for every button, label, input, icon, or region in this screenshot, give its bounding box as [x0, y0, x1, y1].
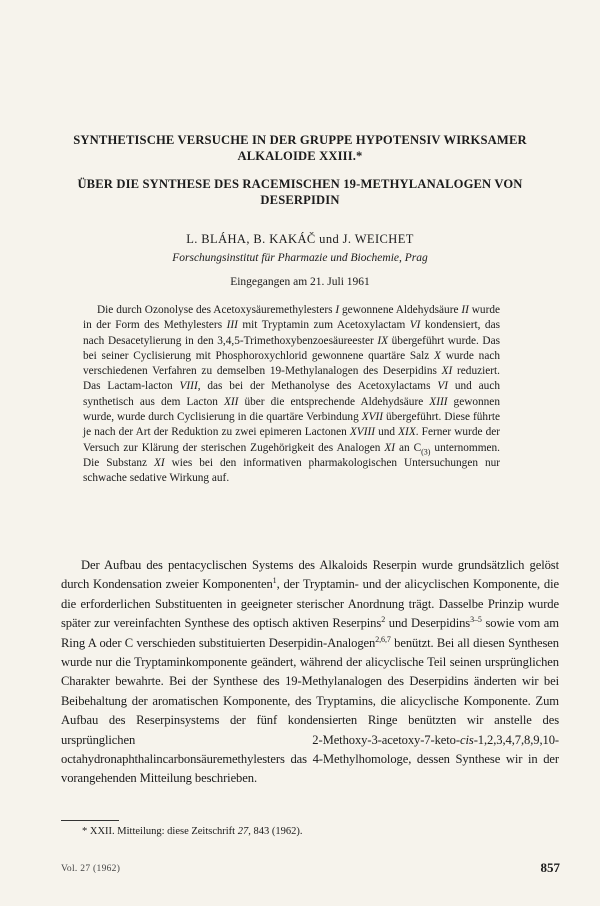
footnote: * XXII. Mitteilung: diese Zeitschrift 27, 843 (1962). — [82, 826, 303, 837]
footnote-divider — [61, 820, 119, 821]
institute: Forschungsinstitut für Pharmazie und Biochemie, Prag — [172, 252, 428, 264]
abstract — [83, 303, 500, 487]
article-subtitle: ÜBER DIE SYNTHESE DES RACEMISCHEN 19-METHYLANALOGEN VON DESERPIDIN — [77, 177, 523, 207]
article-title: SYNTHETISCHE VERSUCHE IN DER GRUPPE HYPOTENSIV WIRKSAMER ALKALOIDE XXIII.* — [73, 133, 527, 163]
body-paragraph: Der Aufbau des pentacyclischen Systems des Alkaloids Reserpin wurde grundsätzlich gelöst durch Kondensation zweier Komponenten$^1$, der Tryptamin- und der alicyclischen Komponente, die die erforderlichen Substituenten in geeigneter sterischer Anordnung trägt. Dasselbe Prinzip wurde später zur vereinfachten Synthese des optisch aktiven Reserpins$^2$ und Deserpidins$^{3-5}$ sowie vom am Ring A oder C verschieden substituierten Deserpidin-Analogen$^{2,6,7}$ benützt. Bei all diesen Synthesen wurde nur die Tryptaminkomponente geändert, während der alicyclische Teil seinen ursprünglichen Charakter bewahrte. Bei der Synthese des 19-Methylanalogen des Deserpidins änderten wir bei Beibehaltung der aromatischen Komponente, des Tryptamins, die alicyclische Komponente. Zum Aufbau des Reserpinsystems der fünf kondensierten Ringe benützten wir anstelle des ursprünglichen 2-Methoxy-3-acetoxy-7-keto-cis-1,2,3,4,7,8,9,10-octahydronaphthalincarbonsäuremethylesters das 4-Methylhomologe, dessen Synthese wir in der vorangehenden Mitteilung beschrieben. — [61, 558, 559, 786]
abstract-paragraph: Die durch Ozonolyse des Acetoxysäuremethylesters I gewonnene Aldehydsäure II wurde in der Form des Methylesters III mit Tryptamin zum Acetoxylactam VI kondensiert, das nach Desacetylierung in den 3,4,5-Trimethoxybenzoesäureester IX übergeführt wurde. Das bei seiner Cyclisierung mit Phosphoroxychlorid gewonnene quartäre Salz X wurde nach verschiedenen Verfahren zu demselben 19-Methylanalogen des Deserpidins XI reduziert. Das Lactam-lacton VIII, das bei der Methanolyse des Acetoxylactams VI und auch synthetisch aus dem Lacton XII über die entsprechende Aldehydsäure XIII gewonnen wurde, wurde durch Cyclisierung in die quartäre Verbindung XVII übergeführt. Diese führte je nach der Art der Reduktion zu zwei epimeren Lactonen XVIII und XIX. Ferner wurde der Versuch zur Klärung der sterischen Zugehörigkeit des Analogen XI an $C_{(3)}$ unternommen. Die Substanz XI wies bei den informativen pharmakologischen Untersuchungen nur schwache sedative Wirkung auf. — [83, 304, 501, 485]
page-number: 857 — [540, 860, 560, 875]
volume-info: Vol. 27 (1962) — [61, 864, 121, 874]
received-date: Eingegangen am 21. Juli 1961 — [230, 276, 370, 288]
body-text — [61, 556, 559, 789]
authors: L. BLÁHA, B. KAKÁČ und J. WEICHET — [186, 232, 414, 246]
